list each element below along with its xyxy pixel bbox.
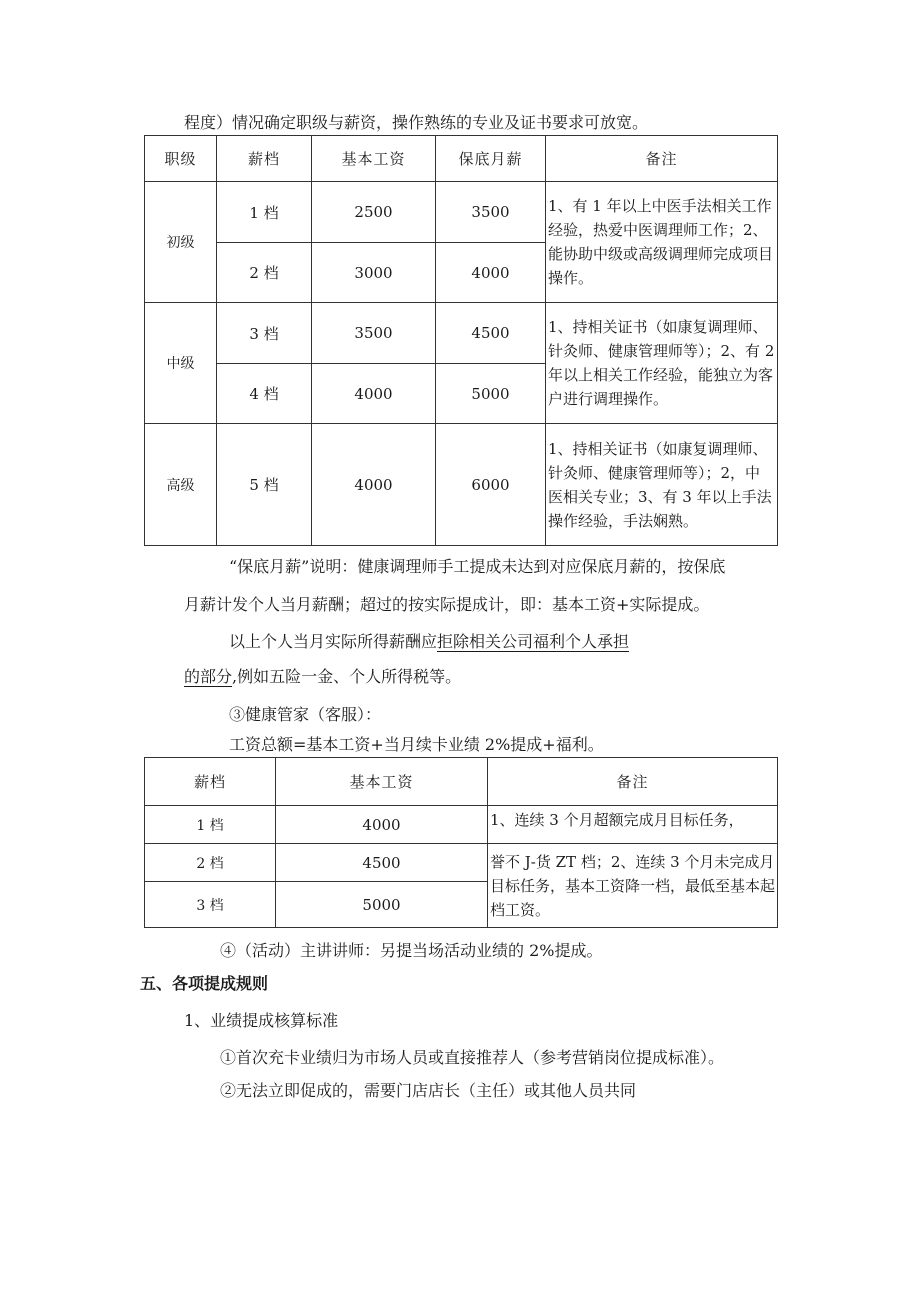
grade-cell: 3 档 <box>217 303 312 364</box>
table-row <box>145 303 778 364</box>
min-salary-cell: 6000 <box>436 424 546 546</box>
base-salary-cell: 3000 <box>312 243 436 303</box>
base-salary-cell: 5000 <box>276 882 488 928</box>
header-min-salary: 保底月薪 <box>436 136 546 182</box>
min-salary-cell: 4500 <box>436 303 546 364</box>
base-salary-cell: 3500 <box>312 303 436 364</box>
salary-table-therapist <box>144 135 778 546</box>
note-cell-bottom: 誉不 J-货 ZT 档；2、连续 3 个月未完成月目标任务，基本工资降一档，最低至基本起档工资。 <box>488 844 778 928</box>
deduction-line2 <box>184 666 461 688</box>
deduction-line1 <box>229 631 629 653</box>
min-salary-cell: 3500 <box>436 182 546 243</box>
header-grade: 薪档 <box>145 758 276 806</box>
base-salary-cell: 2500 <box>312 182 436 243</box>
header-note: 备注 <box>546 136 778 182</box>
grade-cell: 5 档 <box>217 424 312 546</box>
deduction-text: 以上个人当月实际所得薪酬应 <box>229 632 438 651</box>
lecturer-line: ④（活动）主讲讲师：另提当场活动业绩的 2%提成。 <box>220 941 603 960</box>
rule-one: ①首次充卡业绩归为市场人员或直接推荐人（参考营销岗位提成标准）。 <box>220 1048 725 1067</box>
table-row <box>145 182 778 243</box>
table-row <box>145 424 778 546</box>
deduction-underlined: 拒除相关公司福利个人承担 <box>437 632 630 651</box>
header-level: 职级 <box>145 136 217 182</box>
grade-cell: 3 档 <box>145 882 276 928</box>
base-salary-cell: 4000 <box>312 364 436 424</box>
deduction-text-end: ,例如五险一金、个人所得税等。 <box>232 667 462 686</box>
header-base-salary: 基本工资 <box>312 136 436 182</box>
table-row <box>145 844 778 882</box>
header-note: 备注 <box>488 758 778 806</box>
health-manager-formula: 工资总额=基本工资+当月续卡业绩 2%提成+福利。 <box>229 735 604 754</box>
table-row <box>145 806 778 844</box>
section-five-title: 五、各项提成规则 <box>140 974 269 993</box>
intro-line: 程度）情况确定职级与薪资，操作熟练的专业及证书要求可放宽。 <box>184 113 649 132</box>
level-cell: 高级 <box>145 424 217 546</box>
min-salary-cell: 5000 <box>436 364 546 424</box>
note-cell: 1、有 1 年以上中医手法相关工作经验，热爱中医调理师工作；2、能协助中级或高级调理师完成项目操作。 <box>546 182 778 303</box>
level-cell: 初级 <box>145 182 217 303</box>
base-salary-cell: 4000 <box>276 806 488 844</box>
section-five-subtitle: 1、业绩提成核算标准 <box>184 1011 339 1030</box>
header-grade: 薪档 <box>217 136 312 182</box>
rule-two: ②无法立即促成的，需要门店店长（主任）或其他人员共同 <box>220 1081 637 1100</box>
deduction-underlined-end: 的部分 <box>184 667 233 686</box>
grade-cell: 2 档 <box>145 844 276 882</box>
grade-cell: 1 档 <box>145 806 276 844</box>
min-salary-explanation-line1: “保底月薪”说明：健康调理师手工提成未达到对应保底月薪的，按保底 <box>229 557 726 576</box>
note-cell-top: 1、连续 3 个月超额完成月目标任务， <box>488 806 778 844</box>
health-manager-title: ③健康管家（客服）： <box>229 705 382 724</box>
min-salary-cell: 4000 <box>436 243 546 303</box>
note-cell: 1、持相关证书（如康复调理师、针灸师、健康管理师等）；2，中医相关专业；3、有 3 年以上手法操作经验，手法娴熟。 <box>546 424 778 546</box>
level-cell: 中级 <box>145 303 217 424</box>
header-base-salary: 基本工资 <box>276 758 488 806</box>
grade-cell: 2 档 <box>217 243 312 303</box>
base-salary-cell: 4500 <box>276 844 488 882</box>
min-salary-explanation-line2: 月薪计发个人当月薪酬；超过的按实际提成计，即：基本工资+实际提成。 <box>184 595 710 614</box>
salary-table-health-manager <box>144 757 778 928</box>
note-cell: 1、持相关证书（如康复调理师、针灸师、健康管理师等）；2、有 2 年以上相关工作经验，能独立为客户进行调理操作。 <box>546 303 778 424</box>
base-salary-cell: 4000 <box>312 424 436 546</box>
grade-cell: 4 档 <box>217 364 312 424</box>
grade-cell: 1 档 <box>217 182 312 243</box>
